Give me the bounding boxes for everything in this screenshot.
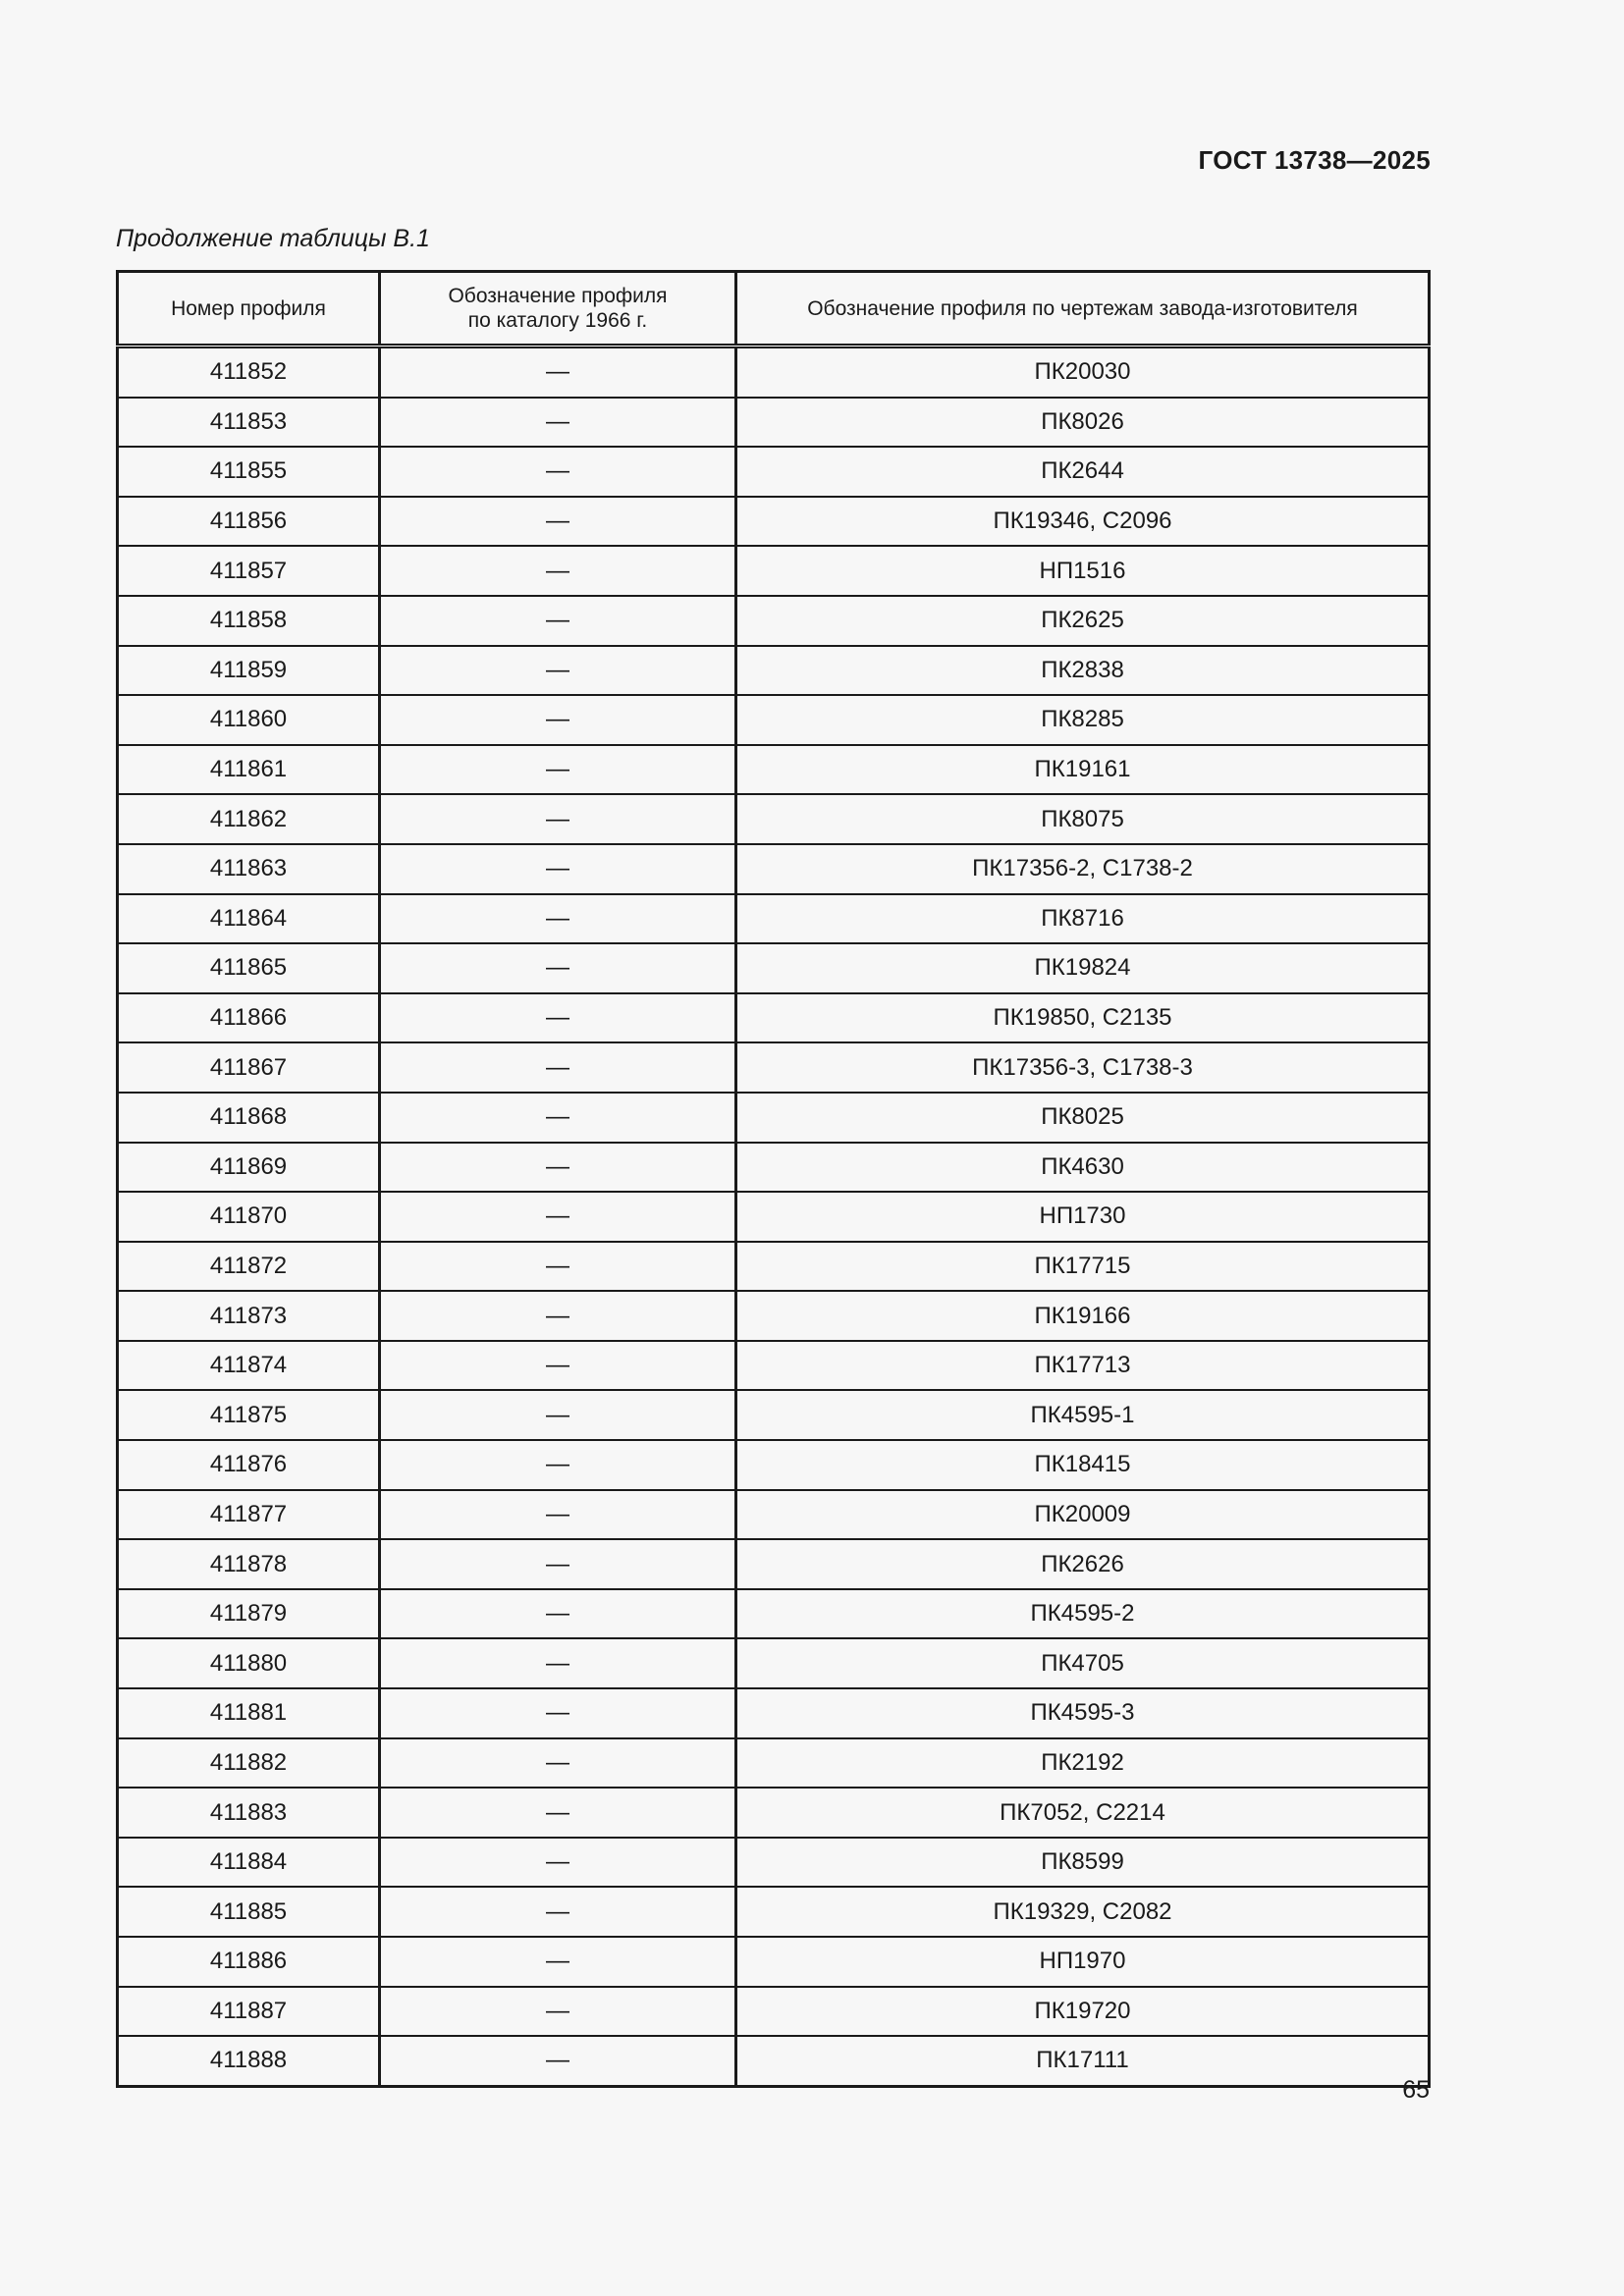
- table-row: [118, 943, 1430, 993]
- cell-profile-number: 411880: [118, 1638, 380, 1688]
- table-body: [118, 347, 1430, 2087]
- cell-profile-number: 411886: [118, 1937, 380, 1987]
- table-row: [118, 1490, 1430, 1540]
- cell-profile-number: 411870: [118, 1192, 380, 1242]
- table-row: [118, 1143, 1430, 1193]
- table-row: [118, 497, 1430, 547]
- cell-catalog-1966: —: [380, 1490, 736, 1540]
- table-row: [118, 1440, 1430, 1490]
- table-row: [118, 347, 1430, 398]
- cell-catalog-1966: —: [380, 1589, 736, 1639]
- cell-catalog-1966: —: [380, 695, 736, 745]
- table-row: [118, 1738, 1430, 1789]
- cell-catalog-1966: —: [380, 894, 736, 944]
- cell-catalog-1966: —: [380, 993, 736, 1043]
- cell-catalog-1966: —: [380, 347, 736, 398]
- cell-catalog-1966: —: [380, 1738, 736, 1789]
- cell-catalog-1966: —: [380, 1042, 736, 1093]
- cell-catalog-1966: —: [380, 1440, 736, 1490]
- cell-factory-designation: ПК19346, С2096: [736, 497, 1430, 547]
- cell-profile-number: 411867: [118, 1042, 380, 1093]
- cell-profile-number: 411869: [118, 1143, 380, 1193]
- cell-catalog-1966: —: [380, 745, 736, 795]
- cell-factory-designation: ПК17111: [736, 2036, 1430, 2086]
- cell-catalog-1966: —: [380, 1192, 736, 1242]
- cell-catalog-1966: —: [380, 1688, 736, 1738]
- cell-factory-designation: ПК8716: [736, 894, 1430, 944]
- table-row: [118, 398, 1430, 448]
- cell-factory-designation: ПК19824: [736, 943, 1430, 993]
- cell-profile-number: 411878: [118, 1539, 380, 1589]
- header-profile-number: Номер профиля: [118, 272, 380, 347]
- cell-profile-number: 411857: [118, 546, 380, 596]
- cell-profile-number: 411862: [118, 794, 380, 844]
- cell-catalog-1966: —: [380, 1838, 736, 1888]
- cell-catalog-1966: —: [380, 1937, 736, 1987]
- cell-catalog-1966: —: [380, 844, 736, 894]
- cell-profile-number: 411856: [118, 497, 380, 547]
- table-row: [118, 1291, 1430, 1341]
- header-catalog-1966: [380, 272, 736, 347]
- cell-factory-designation: ПК19161: [736, 745, 1430, 795]
- cell-factory-designation: ПК2192: [736, 1738, 1430, 1789]
- cell-factory-designation: ПК19720: [736, 1987, 1430, 2037]
- cell-factory-designation: ПК2838: [736, 646, 1430, 696]
- cell-catalog-1966: —: [380, 1390, 736, 1440]
- cell-catalog-1966: —: [380, 794, 736, 844]
- cell-profile-number: 411861: [118, 745, 380, 795]
- table-row: [118, 1093, 1430, 1143]
- cell-catalog-1966: —: [380, 943, 736, 993]
- table-row: [118, 745, 1430, 795]
- header-catalog-1966-line1: Обозначение профиля: [448, 285, 668, 307]
- cell-profile-number: 411859: [118, 646, 380, 696]
- table-row: [118, 1192, 1430, 1242]
- cell-profile-number: 411866: [118, 993, 380, 1043]
- cell-factory-designation: НП1730: [736, 1192, 1430, 1242]
- cell-factory-designation: ПК4595-2: [736, 1589, 1430, 1639]
- cell-catalog-1966: —: [380, 497, 736, 547]
- cell-profile-number: 411882: [118, 1738, 380, 1789]
- cell-factory-designation: НП1516: [736, 546, 1430, 596]
- cell-profile-number: 411868: [118, 1093, 380, 1143]
- cell-profile-number: 411883: [118, 1788, 380, 1838]
- cell-factory-designation: ПК19166: [736, 1291, 1430, 1341]
- table-caption: Продолжение таблицы В.1: [116, 225, 430, 252]
- cell-profile-number: 411852: [118, 347, 380, 398]
- table-row: [118, 794, 1430, 844]
- cell-factory-designation: ПК7052, С2214: [736, 1788, 1430, 1838]
- table-row: [118, 1887, 1430, 1937]
- cell-factory-designation: ПК18415: [736, 1440, 1430, 1490]
- cell-profile-number: 411874: [118, 1341, 380, 1391]
- cell-profile-number: 411873: [118, 1291, 380, 1341]
- table-row: [118, 1390, 1430, 1440]
- cell-factory-designation: ПК17356-2, С1738-2: [736, 844, 1430, 894]
- header-catalog-1966-line2: по каталогу 1966 г.: [467, 309, 648, 332]
- cell-profile-number: 411855: [118, 447, 380, 497]
- cell-profile-number: 411887: [118, 1987, 380, 2037]
- table-row: [118, 844, 1430, 894]
- table-header-row: [118, 272, 1430, 347]
- cell-factory-designation: ПК19850, С2135: [736, 993, 1430, 1043]
- cell-profile-number: 411881: [118, 1688, 380, 1738]
- cell-profile-number: 411875: [118, 1390, 380, 1440]
- cell-factory-designation: ПК8026: [736, 398, 1430, 448]
- table-row: [118, 894, 1430, 944]
- cell-factory-designation: ПК2626: [736, 1539, 1430, 1589]
- profiles-table: [116, 270, 1431, 2088]
- cell-factory-designation: НП1970: [736, 1937, 1430, 1987]
- cell-factory-designation: ПК8075: [736, 794, 1430, 844]
- header-factory-designation: Обозначение профиля по чертежам завода-изготовителя: [736, 272, 1430, 347]
- cell-catalog-1966: —: [380, 646, 736, 696]
- cell-factory-designation: ПК17356-3, С1738-3: [736, 1042, 1430, 1093]
- cell-factory-designation: ПК17713: [736, 1341, 1430, 1391]
- page-number: 65: [1402, 2076, 1430, 2104]
- cell-profile-number: 411879: [118, 1589, 380, 1639]
- table-row: [118, 1539, 1430, 1589]
- cell-profile-number: 411876: [118, 1440, 380, 1490]
- cell-catalog-1966: —: [380, 1143, 736, 1193]
- document-code: ГОСТ 13738—2025: [1198, 145, 1431, 175]
- cell-profile-number: 411863: [118, 844, 380, 894]
- table-row: [118, 993, 1430, 1043]
- cell-catalog-1966: —: [380, 596, 736, 646]
- cell-profile-number: 411888: [118, 2036, 380, 2086]
- cell-catalog-1966: —: [380, 546, 736, 596]
- table-row: [118, 1937, 1430, 1987]
- table-row: [118, 1688, 1430, 1738]
- table-row: [118, 447, 1430, 497]
- cell-profile-number: 411858: [118, 596, 380, 646]
- table-row: [118, 1242, 1430, 1292]
- cell-catalog-1966: —: [380, 1242, 736, 1292]
- cell-profile-number: 411885: [118, 1887, 380, 1937]
- cell-factory-designation: ПК4595-3: [736, 1688, 1430, 1738]
- cell-catalog-1966: —: [380, 1638, 736, 1688]
- cell-factory-designation: ПК8025: [736, 1093, 1430, 1143]
- cell-profile-number: 411860: [118, 695, 380, 745]
- cell-catalog-1966: —: [380, 1887, 736, 1937]
- table-row: [118, 1341, 1430, 1391]
- cell-catalog-1966: —: [380, 2036, 736, 2086]
- table-row: [118, 646, 1430, 696]
- cell-factory-designation: ПК2625: [736, 596, 1430, 646]
- cell-catalog-1966: —: [380, 1788, 736, 1838]
- cell-profile-number: 411872: [118, 1242, 380, 1292]
- table-row: [118, 1042, 1430, 1093]
- cell-catalog-1966: —: [380, 398, 736, 448]
- cell-catalog-1966: —: [380, 1341, 736, 1391]
- cell-catalog-1966: —: [380, 1987, 736, 2037]
- cell-factory-designation: ПК20030: [736, 347, 1430, 398]
- table-row: [118, 1788, 1430, 1838]
- cell-catalog-1966: —: [380, 447, 736, 497]
- cell-profile-number: 411865: [118, 943, 380, 993]
- cell-profile-number: 411853: [118, 398, 380, 448]
- table-row: [118, 2036, 1430, 2086]
- cell-factory-designation: ПК4595-1: [736, 1390, 1430, 1440]
- cell-profile-number: 411884: [118, 1838, 380, 1888]
- table-row: [118, 546, 1430, 596]
- table-row: [118, 695, 1430, 745]
- cell-catalog-1966: —: [380, 1539, 736, 1589]
- cell-catalog-1966: —: [380, 1291, 736, 1341]
- cell-factory-designation: ПК2644: [736, 447, 1430, 497]
- table-row: [118, 1987, 1430, 2037]
- cell-catalog-1966: —: [380, 1093, 736, 1143]
- cell-factory-designation: ПК4705: [736, 1638, 1430, 1688]
- cell-factory-designation: ПК8599: [736, 1838, 1430, 1888]
- table-row: [118, 1638, 1430, 1688]
- table-row: [118, 1838, 1430, 1888]
- cell-factory-designation: ПК17715: [736, 1242, 1430, 1292]
- cell-profile-number: 411877: [118, 1490, 380, 1540]
- table-row: [118, 1589, 1430, 1639]
- cell-factory-designation: ПК8285: [736, 695, 1430, 745]
- cell-factory-designation: ПК19329, С2082: [736, 1887, 1430, 1937]
- cell-factory-designation: ПК4630: [736, 1143, 1430, 1193]
- cell-profile-number: 411864: [118, 894, 380, 944]
- table-row: [118, 596, 1430, 646]
- cell-factory-designation: ПК20009: [736, 1490, 1430, 1540]
